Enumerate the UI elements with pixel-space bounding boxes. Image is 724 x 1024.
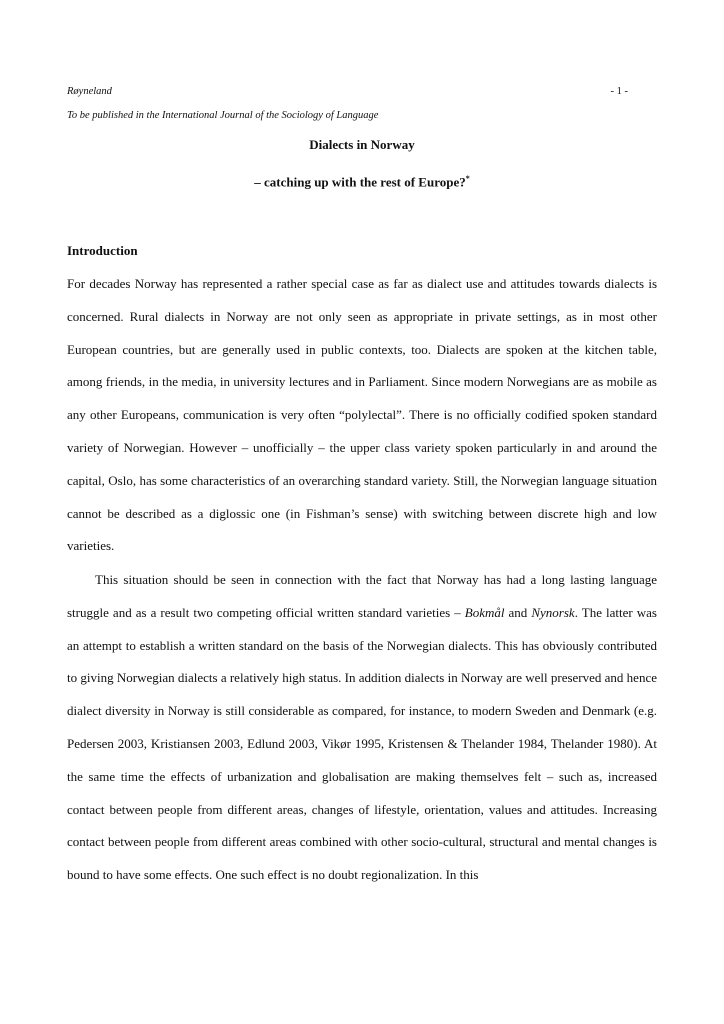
paragraph-1: For decades Norway has represented a rather special case as far as dialect use and attitudes towards dialects is concerned. Rural dialects in Norway are not only seen as appropriate in private settings, as in most other European countries, but are generally used in public contexts, too. Dialects are spoken at the kitchen table, among friends, in the media, in university lectures and in Parliament. Since modern Norwegians are as mobile as any other Europeans, communication is very often “polylectal”. There is no officially codified spoken standard variety of Norwegian. However – unofficially – the upper class variety spoken particularly in and around the capital, Oslo, has some characteristics of an overarching standard variety. Still, the Norwegian language situation cannot be described as a diglossic one (in Fishman’s sense) with switching between discrete high and low varieties. xyxy=(67,276,657,554)
subtitle-text: – catching up with the rest of Europe? xyxy=(254,174,466,190)
paragraph-2 xyxy=(67,564,657,892)
paragraph-2-and: and xyxy=(504,604,532,620)
paper-title: Dialects in Norway xyxy=(309,137,415,152)
page-number: - 1 - xyxy=(610,86,628,97)
footnote-marker: * xyxy=(465,174,470,183)
running-header-author: Røyneland xyxy=(67,86,112,97)
term-bokmal: Bokmål xyxy=(464,604,505,620)
publication-note: To be published in the International Journal of the Sociology of Language xyxy=(67,110,379,121)
paragraph-2-part-b: . The latter was an attempt to establish a written standard on the basis of the Norwegian dialects. This has obviously contributed to giving Norwegian dialects a relatively high status. In addition dialects in Norway are well preserved and hence dialect diversity in Norway is still considerable as compared, for instance, to modern Sweden and Denmark (e.g. Pedersen 2003, Kristiansen 2003, Edlund 2003, Vikør 1995, Kristensen & Thelander 1984, Thelander 1980). At the same time the effects of urbanization and globalisation are making themselves felt – such as, increased contact between people from different areas, changes of lifestyle, orientation, values and attitudes. Increasing contact between people from different areas combined with other socio-cultural, structural and mental changes is bound to have some effects. One such effect is no doubt regionalization. In this xyxy=(67,604,657,883)
section-heading: Introduction xyxy=(67,243,138,258)
term-nynorsk: Nynorsk xyxy=(531,604,575,620)
paragraph-2-part-a: This situation should be seen in connection with the fact that Norway has had a long lasting language struggle and as a result two competing official written standard varieties – xyxy=(67,572,657,620)
paper-subtitle xyxy=(0,174,724,190)
